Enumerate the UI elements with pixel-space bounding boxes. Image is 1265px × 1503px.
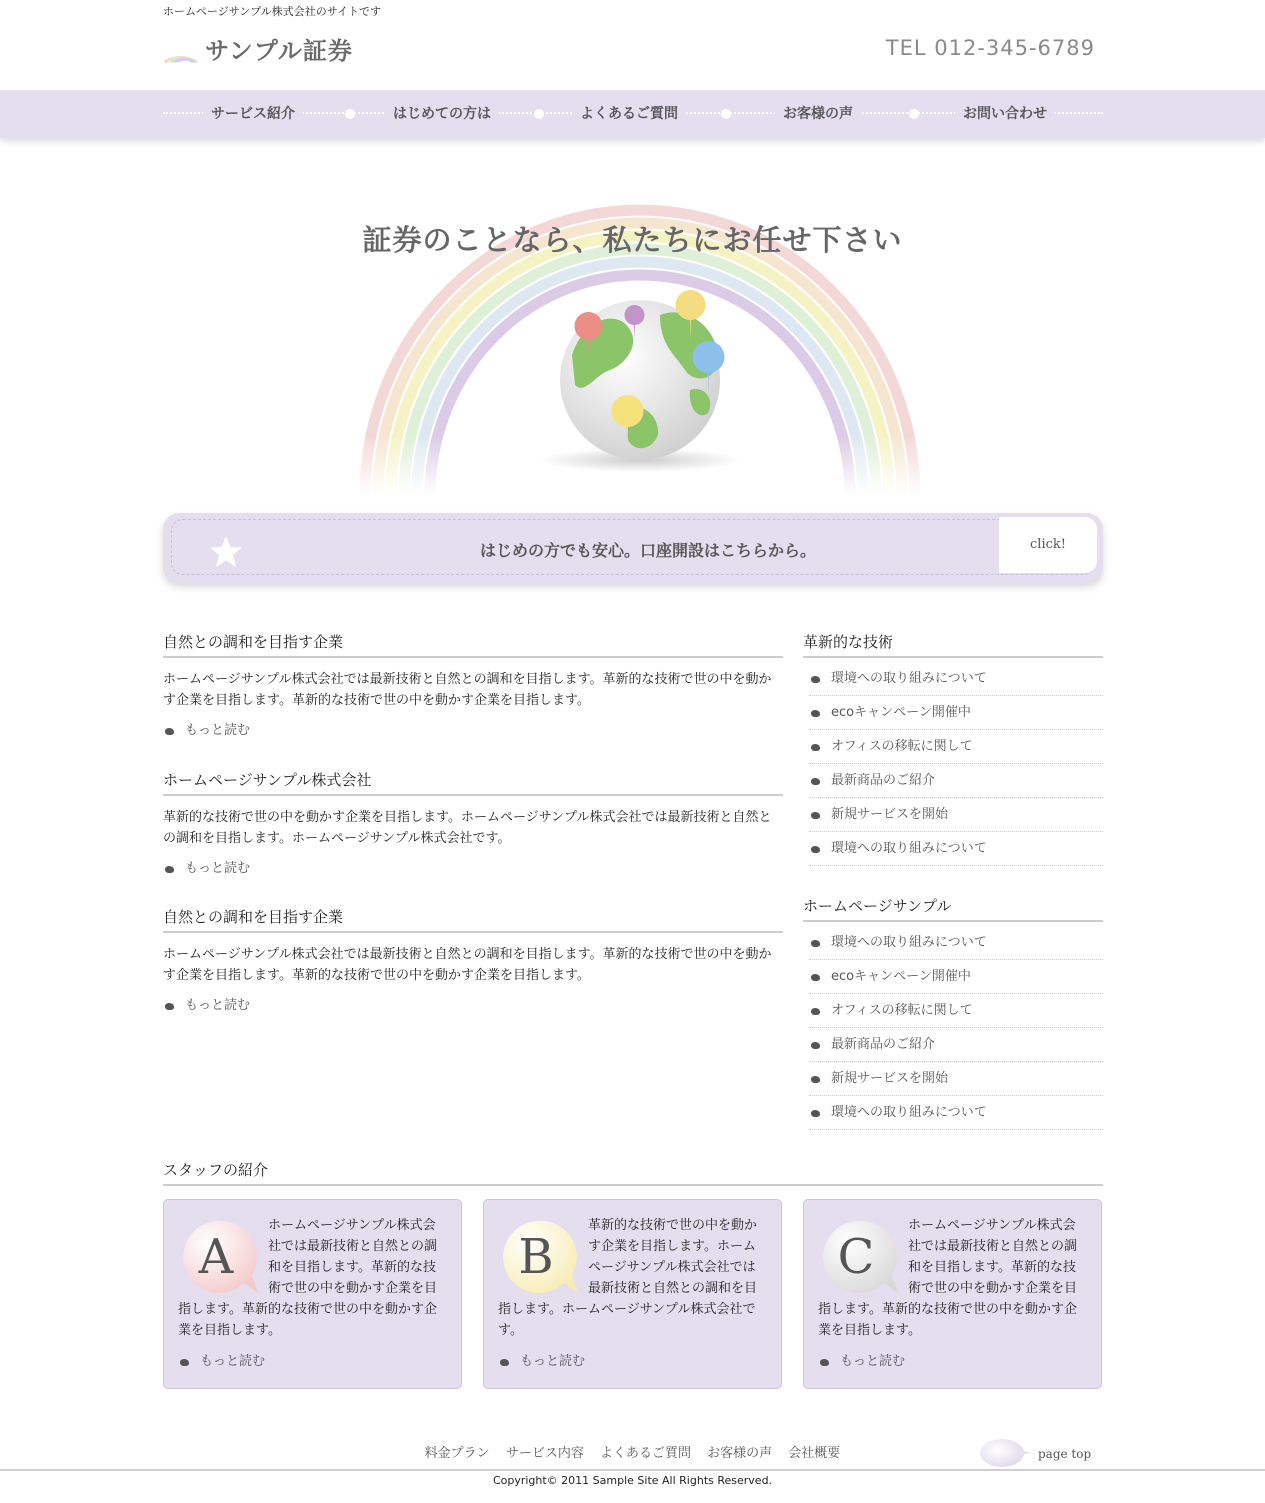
staff-text-wrap <box>818 1215 1088 1341</box>
logo-text: サンプル証券 <box>205 36 353 65</box>
sidebar-link[interactable]: 最新商品のご紹介 <box>809 1028 1103 1062</box>
banner-text: はじめの方でも安心。口座開設はこちらから。 <box>479 541 816 560</box>
account-open-banner[interactable] <box>163 513 1103 583</box>
article-title: 自然との調和を目指す企業 <box>163 630 783 658</box>
copyright: Copyright© 2011 Sample Site All Rights Reserved. <box>492 1474 773 1487</box>
phone-number: TEL 012-345-6789 <box>885 36 1095 60</box>
read-more-link[interactable]: もっと読む <box>163 859 783 879</box>
sidebar-link[interactable]: 環境への取り組みについて <box>809 832 1103 866</box>
staff-card <box>163 1199 462 1389</box>
sidebar-link[interactable]: 最新商品のご紹介 <box>809 764 1103 798</box>
article-body: ホームページサンプル株式会社では最新技術と自然との調和を目指します。革新的な技術で世の中を動かす企業を目指します。革新的な技術で世の中を動かす企業を目指します。 <box>163 672 772 708</box>
read-more-link[interactable]: もっと読む <box>163 996 783 1016</box>
sidebar-link[interactable]: オフィスの移転に関して <box>809 994 1103 1028</box>
staff-description: 革新的な技術で世の中を動かす企業を目指します。ホームページサンプル株式会社では最新技術と自然との調和を目指します。ホームページサンプル株式会社です。 <box>498 1218 758 1338</box>
staff-description: ホームページサンプル株式会社では最新技術と自然との調和を目指します。革新的な技術で世の中を動かす企業を目指します。革新的な技術で世の中を動かす企業を目指します。 <box>818 1218 1078 1338</box>
sidebar-link[interactable]: 新規サービスを開始 <box>809 798 1103 832</box>
staff-card <box>483 1199 782 1389</box>
sidebar-section <box>803 630 1103 866</box>
global-nav <box>0 90 1265 138</box>
svg-text:A: A <box>198 1229 234 1285</box>
nav-item-voices[interactable]: お客様の声 <box>775 102 861 126</box>
sidebar-link[interactable]: 新規サービスを開始 <box>809 1062 1103 1096</box>
staff-description: ホームページサンプル株式会社では最新技術と自然との調和を目指します。革新的な技術で世の中を動かす企業を目指します。革新的な技術で世の中を動かす企業を目指します。 <box>178 1218 438 1338</box>
sidebar-link[interactable]: オフィスの移転に関して <box>809 730 1103 764</box>
footer-link-pricing[interactable]: 料金プラン <box>424 1446 490 1461</box>
sidebar-link[interactable]: 環境への取り組みについて <box>809 926 1103 960</box>
footer-link-services[interactable]: サービス内容 <box>505 1446 584 1461</box>
nav-bullet-icon <box>534 109 544 119</box>
site-tagline: ホームページサンプル株式会社のサイトです <box>163 5 382 18</box>
read-more-link[interactable]: もっと読む <box>163 721 783 741</box>
rainbow-logo-icon <box>163 30 199 66</box>
nav-item-beginners[interactable]: はじめての方は <box>385 102 499 126</box>
footer-link-company[interactable]: 会社概要 <box>788 1446 841 1461</box>
staff-card <box>803 1199 1102 1389</box>
nav-bullet-icon <box>345 109 355 119</box>
article <box>163 768 783 879</box>
article-title: 自然との調和を目指す企業 <box>163 905 783 933</box>
nav-bullet-icon <box>909 109 919 119</box>
staff-text-wrap <box>178 1215 448 1341</box>
hero-headline: 証券のことなら、私たちにお任せ下さい <box>362 223 903 257</box>
footer-link-voices[interactable]: お客様の声 <box>707 1446 773 1461</box>
sidebar-link[interactable]: 環境への取り組みについて <box>809 1096 1103 1130</box>
article-body: 革新的な技術で世の中を動かす企業を目指します。ホームページサンプル株式会社では最新技術と自然との調和を目指します。ホームページサンプル株式会社です。 <box>163 810 772 846</box>
read-more-link[interactable]: もっと読む <box>178 1352 265 1372</box>
nav-item-services[interactable]: サービス紹介 <box>203 102 303 126</box>
footer-link-faq[interactable]: よくあるご質問 <box>599 1446 691 1461</box>
sidebar-link[interactable]: 環境への取り組みについて <box>809 662 1103 696</box>
staff-text-wrap <box>498 1215 768 1341</box>
nav-bullet-icon <box>721 109 731 119</box>
site-logo[interactable] <box>163 30 353 66</box>
read-more-link[interactable]: もっと読む <box>818 1352 905 1372</box>
svg-text:C: C <box>837 1229 875 1285</box>
footer-divider <box>0 1469 1265 1471</box>
article <box>163 905 783 1016</box>
article <box>163 630 783 741</box>
banner-click-button[interactable]: click! <box>999 517 1097 573</box>
staff-section-title: スタッフの紹介 <box>163 1158 1103 1186</box>
sidebar-link[interactable]: ecoキャンペーン開催中 <box>809 696 1103 730</box>
sidebar-link[interactable]: ecoキャンペーン開催中 <box>809 960 1103 994</box>
article-title: ホームページサンプル株式会社 <box>163 768 783 796</box>
nav-item-faq[interactable]: よくあるご質問 <box>572 102 686 126</box>
article-body: ホームページサンプル株式会社では最新技術と自然との調和を目指します。革新的な技術で世の中を動かす企業を目指します。革新的な技術で世の中を動かす企業を目指します。 <box>163 947 772 983</box>
sidebar-title: 革新的な技術 <box>803 630 1103 658</box>
sidebar-title: ホームページサンプル <box>803 894 1103 922</box>
page-top-link[interactable]: page top <box>1038 1447 1092 1461</box>
read-more-link[interactable]: もっと読む <box>498 1352 585 1372</box>
nav-item-contact[interactable]: お問い合わせ <box>955 102 1055 126</box>
svg-text:B: B <box>518 1229 554 1285</box>
sidebar-section <box>803 894 1103 1130</box>
